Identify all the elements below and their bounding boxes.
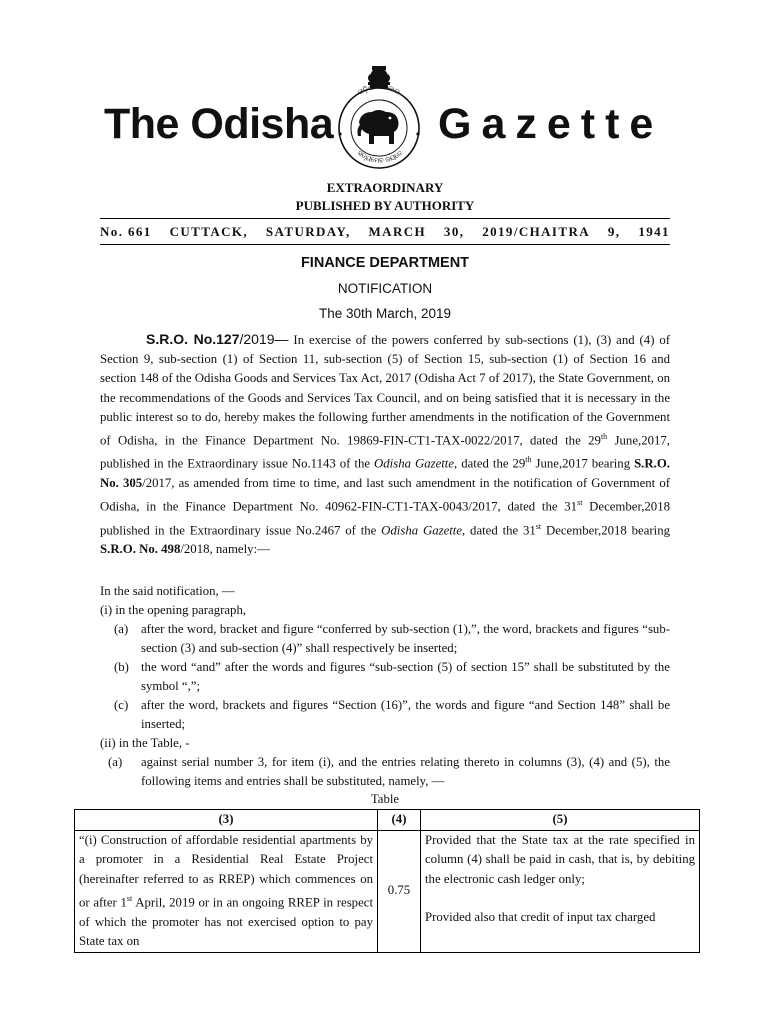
- header-top-rule: [100, 218, 670, 219]
- item-b-label: (b): [114, 660, 129, 674]
- gazette-title-left: The Odisha: [104, 100, 334, 148]
- amendment-part-ii: (ii) in the Table, -: [100, 736, 190, 750]
- superscript: st: [577, 498, 583, 508]
- body-text: June,2017 bearing: [531, 456, 635, 471]
- sro-number: S.R.O. No.127: [146, 331, 240, 347]
- issue-line: [100, 224, 670, 240]
- gazette-title-right: Gazette: [438, 100, 664, 148]
- item-ii-a-text: against serial number 3, for item (i), and the entries relating thereto in columns (3), (4) and (5), the following items and entries shall be substituted, namely, —: [141, 755, 670, 789]
- extraordinary-label: EXTRAORDINARY: [326, 180, 444, 195]
- sro-305: S.R.O. No. 305: [100, 456, 670, 490]
- table-caption: Table: [370, 792, 400, 806]
- item-a-label: (a): [114, 622, 129, 636]
- condition-proviso-2: Provided also that credit of input tax charged: [425, 910, 656, 924]
- rate-table: [74, 809, 700, 953]
- notification-date: The 30th March, 2019: [318, 306, 452, 321]
- gazette-name: Odisha Gazette: [374, 456, 455, 471]
- superscript: th: [525, 455, 532, 465]
- department-heading: FINANCE DEPARTMENT: [300, 255, 470, 271]
- cell-text: April, 2019 or in an ongoing RREP in respect of which the promoter has not exercised option to pay State tax on: [79, 895, 373, 949]
- issue-year: 2019/CHAITRA: [482, 224, 591, 239]
- item-ii-a-label: (a): [108, 755, 123, 769]
- emblem-motto: ସତ୍ୟମେବ ଜୟତେ: [355, 148, 405, 165]
- cell-rate: 0.75: [378, 830, 421, 952]
- table-header-row: [75, 810, 700, 831]
- gazette-name: Odisha Gazette: [381, 522, 463, 537]
- issue-number: No. 661: [100, 224, 152, 239]
- odisha-emblem-icon: [328, 62, 430, 172]
- superscript: th: [600, 432, 608, 442]
- item-c-label: (c): [114, 698, 129, 712]
- superscript: st: [126, 894, 133, 903]
- svg-text:ସତ୍ୟମେବ ଜୟତେ: [356, 149, 405, 165]
- header-bottom-rule: [100, 244, 670, 245]
- issue-date: 30,: [443, 224, 465, 239]
- issue-day: SATURDAY,: [265, 224, 351, 239]
- issue-month: MARCH: [368, 224, 427, 239]
- issue-saka-day: 9,: [607, 224, 621, 239]
- body-text: In exercise of the powers conferred by sub-sections (1), (3) and (4) of Section 9, sub-section (1) of Section 11, sub-section (5) of Section 15, sub-section (1) of Section 16 and section 148 of the Odisha Goods and Services Tax Act, 2017 (Odisha Act 7 of 2017), the State Government, on the recommendations of the Goods and Services Tax Council, and on being satisfied that it is necessary in the public interest so to do, hereby makes the following further amendments in the notification of the Government of Odisha, in the Finance Department No. 19869-FIN-CT1-TAX-0022/2017, dated the 29: [100, 333, 670, 448]
- amendment-intro: In the said notification, —: [100, 584, 235, 598]
- body-text: December,2018 bearing: [541, 522, 670, 537]
- notification-heading: NOTIFICATION: [337, 281, 433, 296]
- item-b-text: the word “and” after the words and figures “sub-section (5) of section 15” shall be substituted by the symbol “,”;: [141, 660, 670, 694]
- notification-body: [100, 330, 670, 559]
- column-header-5: (5): [421, 810, 700, 831]
- body-text: /2017, as amended from time to time, and last such amendment in the notification of Government of Odisha, in the Finance Department No. 40962-FIN-CT1-TAX-0043/2017, dated the 31: [100, 475, 671, 514]
- issue-place: CUTTACK,: [169, 224, 249, 239]
- issue-saka-year: 1941: [638, 224, 670, 239]
- body-text: , dated the 31: [462, 522, 536, 537]
- column-header-3: (3): [75, 810, 378, 831]
- body-text: December,2018 published in the Extraordinary issue No.2467 of the: [100, 499, 670, 537]
- cell-text: “(i) Construction of affordable residential apartments by a promoter in a Residential Real Estate Project (hereinafter referred to as RREP) which commences on or after 1: [79, 832, 373, 910]
- sro-498: S.R.O. No. 498: [100, 542, 181, 557]
- body-text: /2018, namely:—: [180, 542, 270, 557]
- cell-description: [75, 830, 378, 952]
- body-text: June,2017, published in the Extraordinary issue No.1143 of the: [100, 433, 670, 471]
- emblem-text: ଓଡ଼ିଶା ସରକାର: [356, 82, 402, 97]
- sro-year: /2019—: [239, 331, 289, 347]
- published-by-authority: PUBLISHED BY AUTHORITY: [295, 198, 475, 213]
- body-text: , dated the 29: [454, 456, 526, 471]
- table-row: [75, 830, 700, 952]
- condition-proviso-1: Provided that the State tax at the rate specified in column (4) shall be paid in cash, that is, by debiting the electronic cash ledger only;: [425, 832, 695, 886]
- column-header-4: (4): [378, 810, 421, 831]
- amendment-part-i: (i) in the opening paragraph,: [100, 603, 247, 617]
- item-a-text: after the word, bracket and figure “conferred by sub-section (1),”, the word, brackets and figures “sub-section (3) and sub-section (4)” shall respectively be inserted;: [141, 622, 670, 656]
- cell-condition: [421, 830, 700, 952]
- svg-text:ଓଡ଼ିଶା ସରକାର: [357, 83, 402, 97]
- gazette-masthead: [0, 62, 770, 180]
- superscript: st: [535, 521, 542, 531]
- item-c-text: after the word, brackets and figures “Section (16)”, the words and figure “and Section 148” shall be inserted;: [141, 698, 670, 732]
